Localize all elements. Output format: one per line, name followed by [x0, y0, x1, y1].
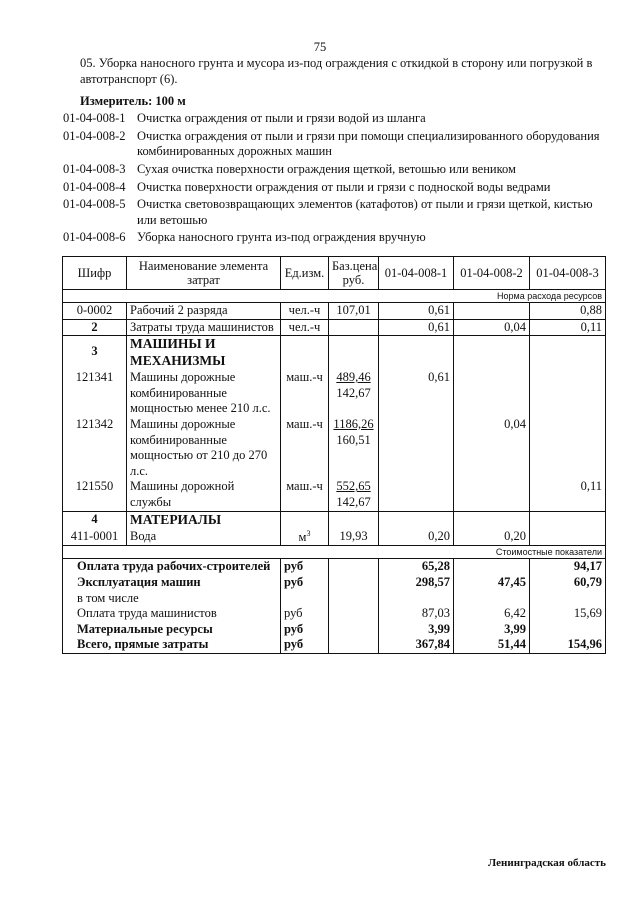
footer-region: Ленинградская область	[488, 857, 606, 869]
total-row	[63, 591, 606, 607]
total-name: Оплата труда машинистов	[63, 606, 281, 622]
page-number: 75	[313, 40, 327, 54]
total-name: в том числе	[63, 591, 281, 607]
table-row	[63, 511, 606, 528]
table-row	[63, 370, 606, 417]
cell-unit: маш.-ч	[281, 417, 329, 480]
cell-c1: 0,61	[379, 303, 454, 320]
price-bottom: 142,67	[336, 495, 371, 509]
total-c2: 47,45	[454, 575, 530, 591]
table-header-row	[63, 257, 606, 290]
cell-code: 2	[63, 319, 127, 336]
item-text: Очистка световозвращающих элементов (катафотов) от пыли и грязи щеткой, кистью или ветошью	[137, 197, 593, 227]
list-item	[63, 111, 603, 127]
cost-subheader-row	[63, 546, 606, 559]
col-header-price: Баз.цена руб.	[329, 257, 379, 290]
table-row	[63, 336, 606, 370]
total-c2	[454, 559, 530, 575]
total-c3: 154,96	[530, 637, 606, 653]
total-c3	[530, 591, 606, 607]
table-row	[63, 417, 606, 480]
cell-price: 19,93	[329, 529, 379, 546]
item-text: Очистка поверхности ограждения от пыли и грязи с подноской воды ведрами	[137, 179, 551, 194]
cell-price: 107,01	[329, 303, 379, 320]
total-row	[63, 559, 606, 575]
cell-c2	[454, 370, 530, 417]
cell-c2: 0,20	[454, 529, 530, 546]
item-text: Очистка ограждения от пыли и грязи при помощи специализированного оборудования комбинированных дорожных машин	[137, 128, 600, 159]
cell-c2	[454, 303, 530, 320]
price-bottom: 160,51	[336, 432, 371, 447]
cell-unit: чел.-ч	[281, 303, 329, 320]
total-row	[63, 637, 606, 653]
col-header-code: Шифр	[63, 257, 127, 290]
total-c3: 94,17	[530, 559, 606, 575]
cell-name: Рабочий 2 разряда	[127, 303, 281, 320]
total-unit: руб	[281, 606, 329, 622]
cell-unit	[281, 529, 329, 546]
total-name: Материальные ресурсы	[63, 622, 281, 638]
col-header-c3: 01-04-008-3	[530, 257, 606, 290]
section-title: 05. Уборка наносного грунта и мусора из-под ограждения с откидкой в сторону или погрузкой в автотранспорт (6).	[80, 56, 593, 86]
resource-table	[62, 256, 606, 654]
item-code: 01-04-008-1	[63, 111, 126, 125]
cell-name: Машины дорожные комбинированные мощностью менее 210 л.с.	[127, 370, 281, 417]
item-text: Сухая очистка поверхности ограждения щеткой, ветошью или веником	[137, 161, 516, 176]
cell-c3	[530, 529, 606, 546]
cell-c1	[379, 479, 454, 511]
item-code: 01-04-008-6	[63, 230, 126, 245]
unit-superscript: 3	[306, 528, 311, 538]
list-item	[63, 180, 603, 196]
cell-code: 4	[63, 511, 127, 528]
cell-c2: 0,04	[454, 319, 530, 336]
cell-unit: маш.-ч	[281, 479, 329, 511]
cell-name: Машины дорожные комбинированные мощностью от 210 до 270 л.с.	[127, 417, 281, 480]
cell-name: Вода	[127, 529, 281, 546]
col-header-name: Наименование элемента затрат	[127, 257, 281, 290]
measure-unit: Измеритель: 100 м	[80, 94, 186, 108]
table-row	[63, 303, 606, 320]
cell-c3	[530, 370, 606, 417]
cell-c3: 0,88	[530, 303, 606, 320]
item-list	[63, 111, 603, 248]
total-unit: руб	[281, 622, 329, 638]
cell-c1: 0,61	[379, 319, 454, 336]
cell-code: 121342	[63, 417, 127, 480]
cell-price	[329, 417, 379, 480]
cell-c3: 0,11	[530, 479, 606, 511]
col-header-c1: 01-04-008-1	[379, 257, 454, 290]
item-code: 01-04-008-4	[63, 179, 126, 194]
unit-base: м	[298, 529, 307, 544]
total-c1: 87,03	[379, 606, 454, 622]
price-top: 1186,26	[333, 416, 374, 431]
cell-c2: 0,04	[454, 417, 530, 480]
cell-c1	[379, 417, 454, 480]
table-row	[63, 529, 606, 546]
list-item	[63, 197, 603, 228]
total-c1: 65,28	[379, 559, 454, 575]
cell-name: МАШИНЫ И МЕХАНИЗМЫ	[127, 336, 281, 370]
total-c1: 3,99	[379, 622, 454, 638]
cell-code: 121550	[63, 479, 127, 511]
cell-price	[329, 370, 379, 417]
cell-price	[329, 319, 379, 336]
cell-c3	[530, 417, 606, 480]
total-c2: 3,99	[454, 622, 530, 638]
list-item	[63, 162, 603, 178]
cell-c2	[454, 479, 530, 511]
total-c1	[379, 591, 454, 607]
total-c3: 15,69	[530, 606, 606, 622]
total-c2: 6,42	[454, 606, 530, 622]
norm-subheader: Норма расхода ресурсов	[63, 290, 606, 303]
total-unit: руб	[281, 575, 329, 591]
cell-code: 121341	[63, 370, 127, 417]
total-row	[63, 575, 606, 591]
total-name: Оплата труда рабочих-строителей	[63, 559, 281, 575]
total-name: Всего, прямые затраты	[63, 637, 281, 653]
total-c1: 298,57	[379, 575, 454, 591]
total-unit: руб	[281, 637, 329, 653]
price-top: 552,65	[336, 479, 371, 494]
total-name: Эксплуатация машин	[63, 575, 281, 591]
table-row	[63, 319, 606, 336]
cell-name: Затраты труда машинистов	[127, 319, 281, 336]
item-text: Очистка ограждения от пыли и грязи водой из шланга	[137, 111, 426, 125]
total-row	[63, 622, 606, 638]
item-text: Уборка наносного грунта из-под ограждения вручную	[137, 230, 426, 245]
total-c2	[454, 591, 530, 607]
total-c2: 51,44	[454, 637, 530, 653]
item-code: 01-04-008-5	[63, 197, 126, 212]
cell-price	[329, 479, 379, 511]
cell-code: 3	[63, 336, 127, 370]
cost-subheader: Стоимостные показатели	[63, 546, 606, 559]
list-item	[63, 230, 603, 246]
col-header-unit: Ед.изм.	[281, 257, 329, 290]
cell-name: МАТЕРИАЛЫ	[127, 511, 281, 528]
cell-code: 0-0002	[63, 303, 127, 320]
cell-unit: маш.-ч	[281, 370, 329, 417]
total-row	[63, 606, 606, 622]
list-item	[63, 129, 603, 160]
cell-code: 411-0001	[63, 529, 127, 546]
total-unit: руб	[281, 559, 329, 575]
price-top: 489,46	[336, 370, 371, 384]
total-unit	[281, 591, 329, 607]
total-c3: 60,79	[530, 575, 606, 591]
cell-name: Машины дорожной службы	[127, 479, 281, 511]
cell-unit: чел.-ч	[281, 319, 329, 336]
table-row	[63, 479, 606, 511]
col-header-c2: 01-04-008-2	[454, 257, 530, 290]
item-code: 01-04-008-3	[63, 161, 126, 176]
norm-subheader-row	[63, 290, 606, 303]
price-bottom: 142,67	[336, 385, 371, 400]
total-c1: 367,84	[379, 637, 454, 653]
item-code: 01-04-008-2	[63, 128, 126, 143]
cell-c3: 0,11	[530, 319, 606, 336]
cell-c1: 0,20	[379, 529, 454, 546]
total-c3	[530, 622, 606, 638]
cell-c1: 0,61	[379, 370, 454, 417]
